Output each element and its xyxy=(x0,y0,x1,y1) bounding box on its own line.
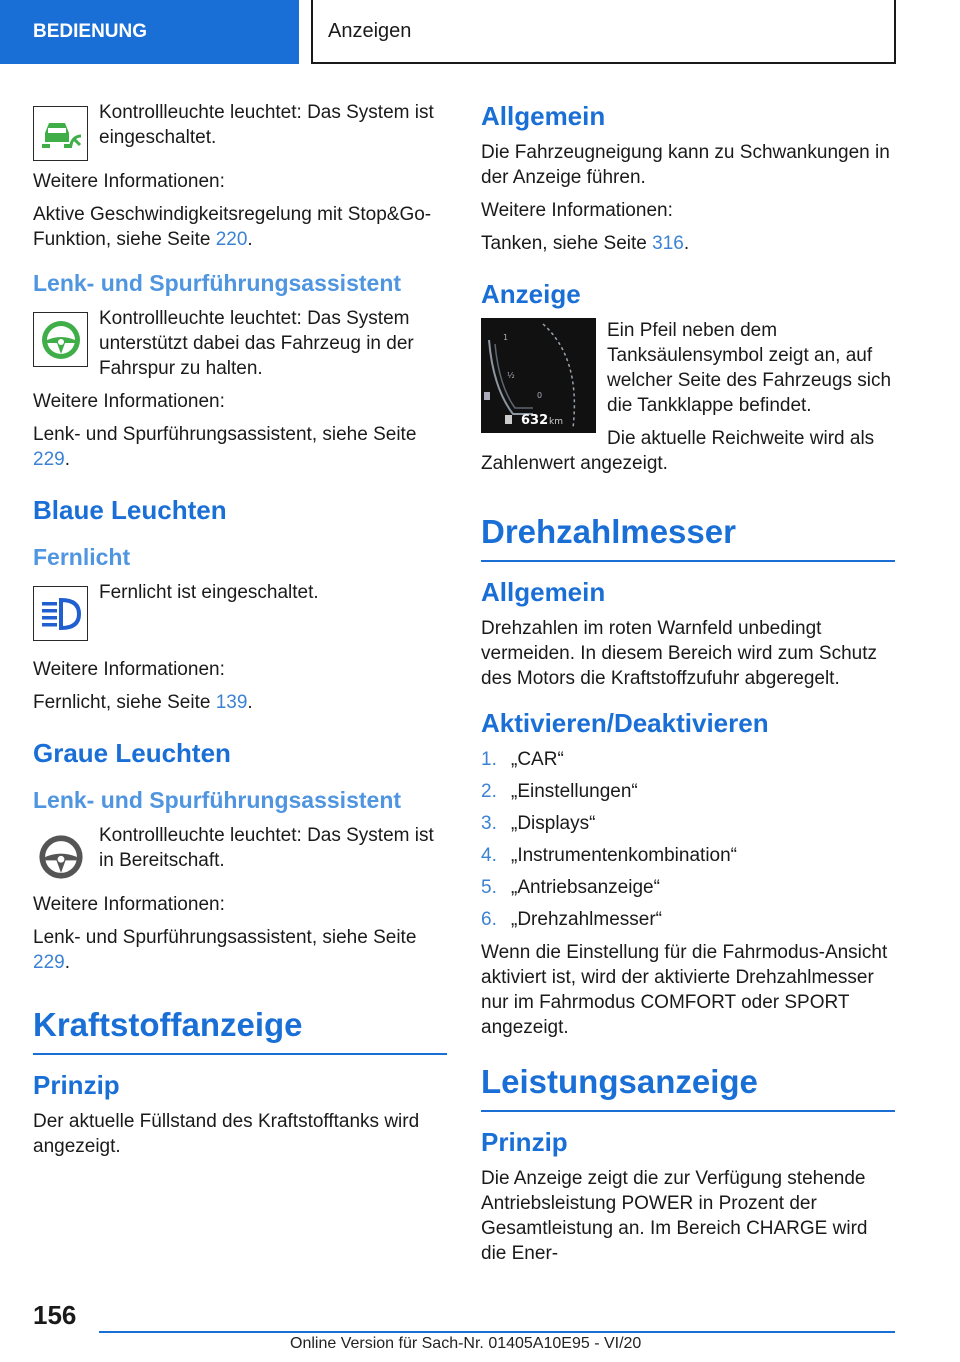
page-link[interactable]: 139 xyxy=(215,692,248,713)
activate-deactivate-heading: Aktivieren/Deaktivieren xyxy=(481,708,769,738)
steering-wheel-green-icon xyxy=(33,312,88,367)
lane-indicator-row xyxy=(33,306,447,381)
display-block xyxy=(481,318,895,484)
more-info-label: Weitere Informationen: xyxy=(33,171,225,192)
principle-heading: Prinzip xyxy=(33,1070,120,1100)
gauge-range-unit: km xyxy=(549,417,563,427)
power-display-heading: Leistungsanzeige xyxy=(481,1062,895,1112)
list-item: 2. „Einstellungen“ xyxy=(481,781,638,802)
right-column xyxy=(481,100,895,1274)
power-principle-heading: Prinzip xyxy=(481,1127,568,1157)
more-info-label: Weitere Informationen: xyxy=(33,894,225,915)
lane-reference: Lenk- und Spurführungsassistent, siehe Seite 229. xyxy=(33,424,417,470)
chapter-tab xyxy=(311,0,896,64)
tachometer-heading: Drehzahlmesser xyxy=(481,512,895,562)
high-beam-status-text: Fernlicht ist eingeschaltet. xyxy=(99,582,319,603)
general-heading: Allgemein xyxy=(481,101,606,131)
section-label: BEDIENUNG xyxy=(33,21,148,42)
list-item: 5. „Antriebsanzeige“ xyxy=(481,877,660,898)
blue-lights-heading: Blaue Leuchten xyxy=(33,495,227,525)
section-tab xyxy=(0,0,299,64)
lane-grey-status-text: Kontrollleuchte leuchtet: Das System ist in Bereitschaft. xyxy=(99,825,434,871)
general-text: Die Fahrzeugneigung kann zu Schwankungen in der Anzeige führen. xyxy=(481,142,890,188)
acc-status-text: Kontrollleuchte leuchtet: Das System ist eingeschaltet. xyxy=(99,102,434,148)
acc-indicator-row xyxy=(33,100,447,161)
tachometer-general-heading: Allgemein xyxy=(481,577,606,607)
gauge-range-value: 632 xyxy=(521,413,549,428)
more-info-label: Weitere Informationen: xyxy=(481,200,673,221)
acc-green-icon xyxy=(33,106,88,161)
tachometer-general-text: Drehzahlen im roten Warnfeld unbedingt vermeiden. In diesem Bereich wird zum Schutz des Motors die Kraftstoffzufuhr abgeregelt. xyxy=(481,618,877,689)
display-text-1: Ein Pfeil neben dem Tanksäulensymbol zeigt an, auf welcher Seite des Fahrzeugs sich die Tankklappe befindet. xyxy=(607,320,892,416)
lane-grey-reference: Lenk- und Spurführungsassistent, siehe Seite 229. xyxy=(33,927,417,973)
fuel-gauge-image xyxy=(481,318,596,433)
steering-wheel-grey-icon xyxy=(33,829,88,884)
gauge-mark-empty: 0 xyxy=(537,391,543,400)
high-beam-row xyxy=(33,580,447,641)
power-principle-text: Die Anzeige zeigt die zur Verfügung stehende Antriebsleistung POWER in Prozent der Gesamtleistung an. Im Bereich CHARGE wird die Ener- xyxy=(481,1168,868,1264)
lane-assist-grey-heading: Lenk- und Spurführungsassistent xyxy=(33,787,402,813)
page-link[interactable]: 316 xyxy=(652,233,684,254)
list-item: 3. „Displays“ xyxy=(481,813,596,834)
footer-version: Online Version für Sach-Nr. 01405A10E95 - VI/20 xyxy=(290,1335,642,1352)
high-beam-heading: Fernlicht xyxy=(33,544,131,570)
list-item: 6. „Drehzahlmesser“ xyxy=(481,909,662,930)
tachometer-note: Wenn die Einstellung für die Fahrmodus-Ansicht aktiviert ist, wird der aktivierte Drehzahlmesser nur im Fahrmodus COMFORT oder SPORT angezeigt. xyxy=(481,942,888,1038)
page-link[interactable]: 229 xyxy=(33,449,65,470)
tank-reference: Tanken, siehe Seite 316. xyxy=(481,233,690,254)
gauge-mark-full: 1 xyxy=(503,333,509,342)
menu-steps xyxy=(481,747,895,932)
lane-assist-heading: Lenk- und Spurführungsassistent xyxy=(33,270,402,296)
gauge-mark-half: ½ xyxy=(507,371,515,380)
footer-divider xyxy=(99,1331,895,1333)
list-item: 4. „Instrumentenkombination“ xyxy=(481,845,737,866)
lane-status-text: Kontrollleuchte leuchtet: Das System unterstützt dabei das Fahrzeug in der Fahrspur zu halten. xyxy=(99,308,414,379)
principle-text: Der aktuelle Füllstand des Kraftstofftanks wird angezeigt. xyxy=(33,1111,420,1157)
grey-lights-heading: Graue Leuchten xyxy=(33,738,231,768)
chapter-label: Anzeigen xyxy=(328,19,412,42)
high-beam-reference: Fernlicht, siehe Seite 139. xyxy=(33,692,253,713)
display-heading: Anzeige xyxy=(481,279,581,309)
more-info-label: Weitere Informationen: xyxy=(33,659,225,680)
page-number: 156 xyxy=(33,1300,77,1330)
fuel-gauge-heading: Kraftstoffanzeige xyxy=(33,1005,447,1055)
left-column xyxy=(33,100,447,1167)
list-item: 1. „CAR“ xyxy=(481,749,564,770)
display-text-2: Die aktuelle Reichweite wird als Zahlenwert angezeigt. xyxy=(481,428,875,474)
page-link[interactable]: 229 xyxy=(33,952,65,973)
more-info-label: Weitere Informationen: xyxy=(33,391,225,412)
high-beam-blue-icon xyxy=(33,586,88,641)
lane-grey-row xyxy=(33,823,447,884)
page-link[interactable]: 220 xyxy=(215,229,248,250)
acc-reference: Aktive Geschwindigkeitsregelung mit Stop&Go-Funktion, siehe Seite 220. xyxy=(33,204,432,250)
